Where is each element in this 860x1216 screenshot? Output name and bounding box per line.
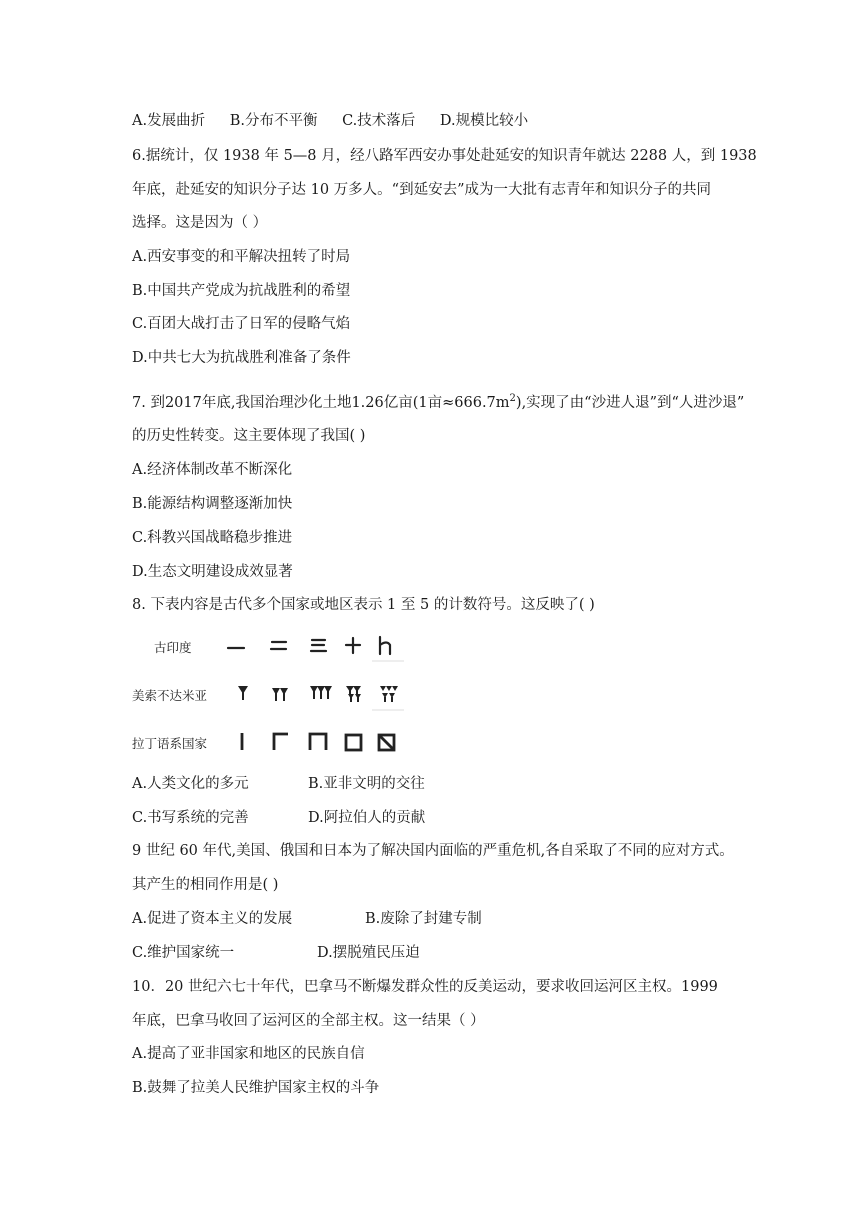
q10-stem-line2: 年底，巴拿马收回了运河区的全部主权。这一结果（ ）	[132, 1013, 485, 1029]
numeral-row-india	[132, 628, 432, 664]
latin-numerals-figure	[132, 724, 432, 760]
q6-option-a: A.西安事变的和平解决扭转了时局	[132, 249, 351, 265]
q5-options	[132, 111, 528, 131]
q8-option-a: A.人类文化的多元	[132, 776, 249, 792]
numeral-row-mesopotamia	[132, 676, 432, 712]
row-label-mesopotamia: 美索不达米亚	[132, 688, 208, 703]
q8-stem-line1: 8. 下表内容是古代多个国家或地区表示 1 至 5 的计数符号。这反映了( )	[132, 597, 595, 613]
q9-stem-line2: 其产生的相同作用是( )	[132, 877, 279, 893]
q6-option-c: C.百团大战打击了日军的侵略气焰	[132, 316, 351, 332]
q7-stem-line1	[132, 389, 744, 413]
q8-options-row2	[132, 808, 425, 828]
q7-option-a: A.经济体制改革不断深化	[132, 462, 293, 478]
q7-option-c: C.科教兴国战略稳步推进	[132, 530, 293, 546]
q9-options-row2	[132, 943, 420, 963]
numeral-row-latin	[132, 724, 432, 760]
q6-stem-line2: 年底，赴延安的知识分子达 10 万多人。“到延安去”成为一大批有志青年和知识分子的共同	[132, 182, 711, 198]
q5-option-b: B.分布不平衡	[229, 113, 318, 129]
mesopotamia-numerals-figure	[132, 676, 432, 712]
row-label-india: 古印度	[154, 640, 192, 655]
q6-option-b: B.中国共产党成为抗战胜利的希望	[132, 283, 351, 299]
q6-stem-line1: 6.据统计，仅 1938 年 5—8 月，经八路军西安办事处赴延安的知识青年就达 2288 人，到 1938	[132, 148, 757, 164]
q8-option-b: B.亚非文明的交往	[308, 776, 425, 792]
row-label-latin: 拉丁语系国家	[132, 736, 208, 751]
q7-stem-text: 7. 到2017年底,我国治理沙化土地1.26亿亩(1亩≈666.7m	[132, 394, 510, 411]
q9-option-b: B.废除了封建专制	[365, 911, 482, 927]
q6-stem-line3: 选择。这是因为（ ）	[132, 215, 268, 231]
q7-option-d: D.生态文明建设成效显著	[132, 564, 293, 580]
q5-option-d: D.规模比较小	[439, 113, 529, 129]
q9-stem-line1: 9 世纪 60 年代,美国、俄国和日本为了解决国内面临的严重危机,各自采取了不同的应对方式。	[132, 843, 734, 859]
india-numerals-figure	[132, 628, 432, 664]
q7-stem-text-cont: ),实现了由“沙进人退”到“人进沙退”	[515, 394, 745, 411]
q7-superscript: 2	[509, 393, 516, 404]
q9-option-a: A.促进了资本主义的发展	[132, 911, 293, 927]
q5-option-a: A.发展曲折	[132, 113, 206, 129]
q6-option-d: D.中共七大为抗战胜利准备了条件	[132, 350, 351, 366]
q10-stem-line1: 10．20 世纪六七十年代，巴拿马不断爆发群众性的反美运动，要求收回运河区主权。1999	[132, 979, 718, 995]
q8-option-c: C.书写系统的完善	[132, 810, 249, 826]
q9-option-c: C.维护国家统一	[132, 945, 235, 961]
q8-options-row1	[132, 774, 425, 794]
numeral-table	[132, 628, 432, 760]
q9-option-d: D.摆脱殖民压迫	[317, 945, 420, 961]
q7-option-b: B.能源结构调整逐渐加快	[132, 496, 293, 512]
q9-options-row1	[132, 909, 482, 929]
q7-stem-line2: 的历史性转变。这主要体现了我国( )	[132, 428, 366, 444]
q10-option-b: B.鼓舞了拉美人民维护国家主权的斗争	[132, 1080, 380, 1096]
q5-option-c: C.技术落后	[342, 113, 416, 129]
q10-option-a: A.提高了亚非国家和地区的民族自信	[132, 1046, 365, 1062]
q8-option-d: D.阿拉伯人的贡献	[308, 810, 426, 826]
